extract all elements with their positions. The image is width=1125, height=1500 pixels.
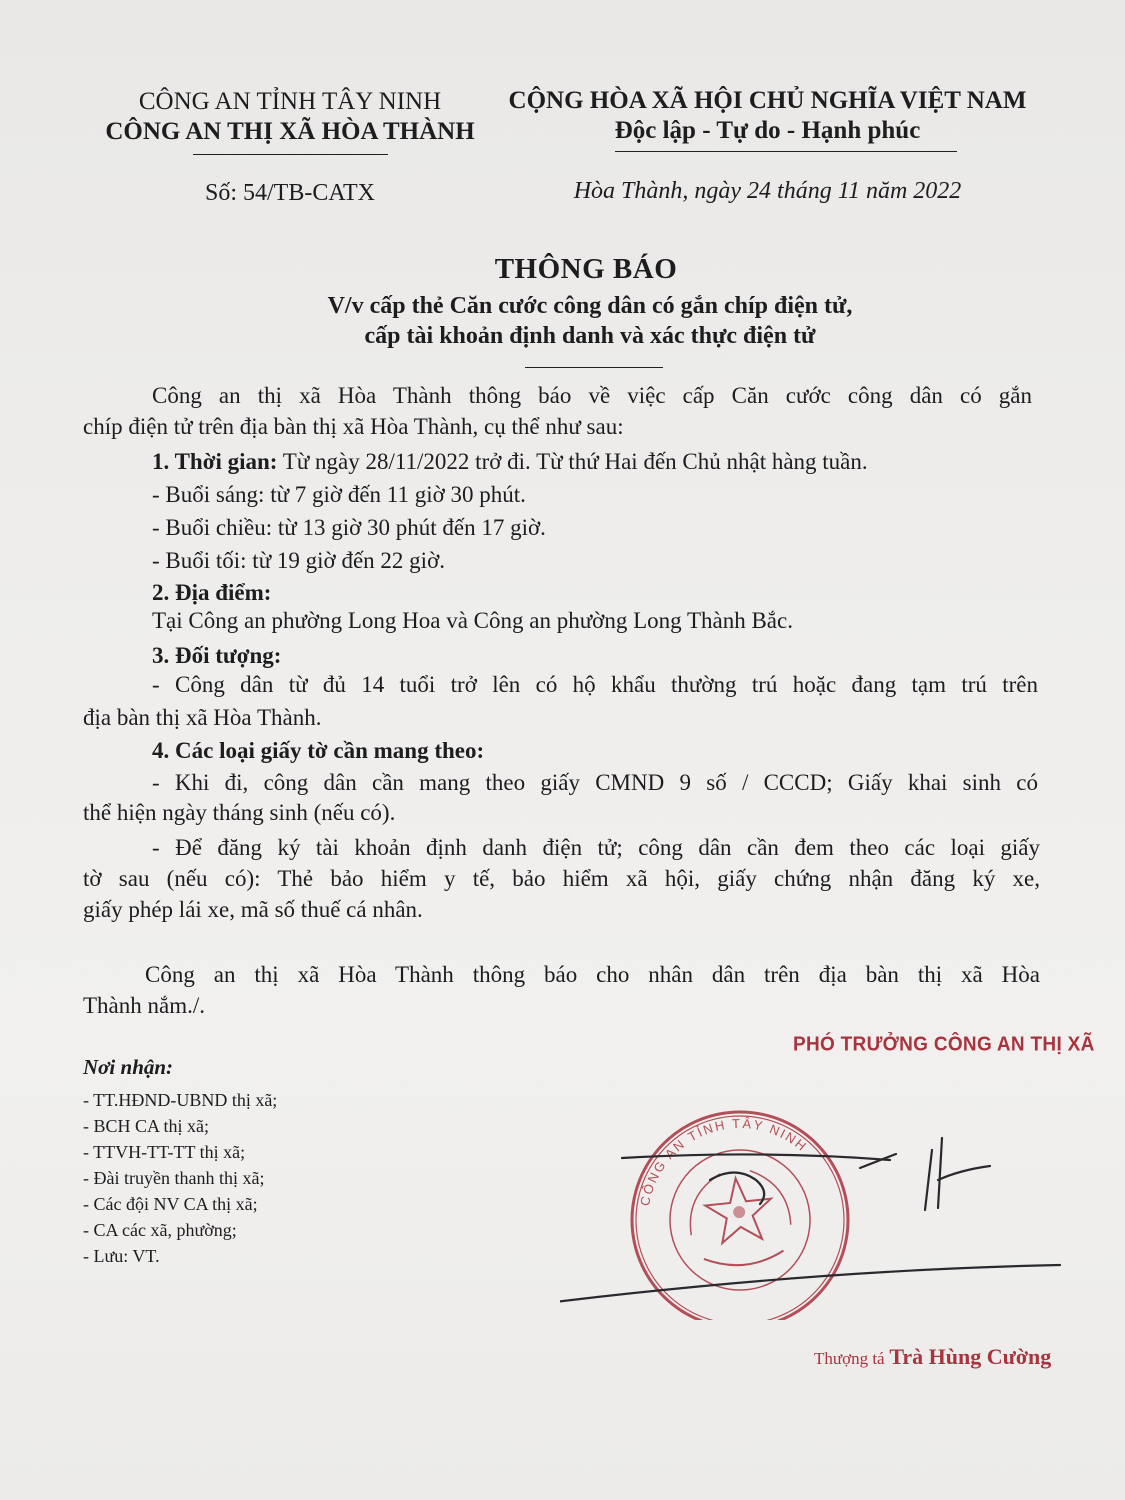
section-time-label: 1. Thời gian: [152,449,278,474]
section-documents-label: 4. Các loại giấy tờ cần mang theo: [152,738,485,763]
subjects-line2: địa bàn thị xã Hòa Thành. [83,705,322,730]
recipient-item: - TT.HĐND-UBND thị xã; [83,1090,278,1110]
documents-b-line2: tờ sau (nếu có): Thẻ bảo hiểm y tế, bảo hiểm xã hội, giấy chứng nhận đăng ký xe, [83,866,1040,891]
place-date: Hòa Thành, ngày 24 tháng 11 năm 2022 [573,178,962,204]
closing-line1: Công an thị xã Hòa Thành thông báo cho nhân dân trên địa bàn thị xã Hòa [145,962,1040,987]
documents-a-line2: thể hiện ngày tháng sinh (nếu có). [83,800,396,825]
subject-line2: cấp tài khoản định danh và xác thực điện tử [364,323,816,349]
section-location-label: 2. Địa điểm: [152,580,272,605]
nation-title: CỘNG HÒA XÃ HỘI CHỦ NGHĨA VIỆT NAM [508,87,1027,114]
subjects-line1: - Công dân từ đủ 14 tuổi trở lên có hộ khẩu thường trú hoặc đang tạm trú trên [152,672,1038,697]
signer-rank: Thượng tá [814,1349,885,1368]
document-title: THÔNG BÁO [494,253,678,285]
intro-line2: chíp điện tử trên địa bàn thị xã Hòa Thành, cụ thể như sau: [83,414,624,439]
recipient-item: - Đài truyền thanh thị xã; [83,1168,265,1188]
nation-motto: Độc lập - Tự do - Hạnh phúc [614,117,921,144]
signer-position: PHÓ TRƯỞNG CÔNG AN THỊ XÃ [793,1033,1095,1056]
subject-line1: V/v cấp thẻ Căn cước công dân có gắn chíp điện tử, [327,293,853,319]
recipient-item: - CA các xã, phường; [83,1220,237,1240]
issuer-line2: CÔNG AN THỊ XÃ HÒA THÀNH [105,118,475,145]
signer-rank-name [814,1343,1051,1373]
section-time-text: Từ ngày 28/11/2022 trở đi. Từ thứ Hai đến Chủ nhật hàng tuần. [277,449,868,474]
recipient-item: - Các đội NV CA thị xã; [83,1194,258,1214]
time-morning: - Buổi sáng: từ 7 giờ đến 11 giờ 30 phút. [152,482,526,507]
signer-name: Trà Hùng Cường [889,1344,1052,1369]
issuer-underline [193,154,388,155]
red-seal-icon [621,1101,858,1320]
issuer-line1: CÔNG AN TỈNH TÂY NINH [138,88,442,115]
recipient-item: - Lưu: VT. [83,1246,160,1266]
document-number: Số: 54/TB-CATX [204,180,375,206]
official-seal-and-signature [560,1080,1100,1320]
recipients-heading: Nơi nhận: [83,1055,174,1079]
time-afternoon: - Buổi chiều: từ 13 giờ 30 phút đến 17 giờ. [152,515,546,540]
motto-underline [615,151,957,152]
section-subjects-label: 3. Đối tượng: [152,643,282,668]
closing-line2: Thành nắm./. [83,993,205,1018]
documents-a-line1: - Khi đi, công dân cần mang theo giấy CMND 9 số / CCCD; Giấy khai sinh có [152,770,1038,795]
svg-text:CÔNG AN TỈNH TÂY NINH: CÔNG AN TỈNH TÂY NINH [637,1115,811,1208]
intro-line1: Công an thị xã Hòa Thành thông báo về việc cấp Căn cước công dân có gắn [152,383,1032,408]
time-evening: - Buổi tối: từ 19 giờ đến 22 giờ. [152,548,445,573]
recipient-item: - TTVH-TT-TT thị xã; [83,1142,246,1162]
documents-b-line1: - Để đăng ký tài khoản định danh điện tử; công dân cần đem theo các loại giấy [152,835,1040,860]
title-divider [525,367,663,368]
documents-b-line3: giấy phép lái xe, mã số thuế cá nhân. [83,897,423,922]
section-location-text: Tại Công an phường Long Hoa và Công an phường Long Thành Bắc. [152,608,793,633]
section-time [152,447,868,477]
recipient-item: - BCH CA thị xã; [83,1116,210,1136]
